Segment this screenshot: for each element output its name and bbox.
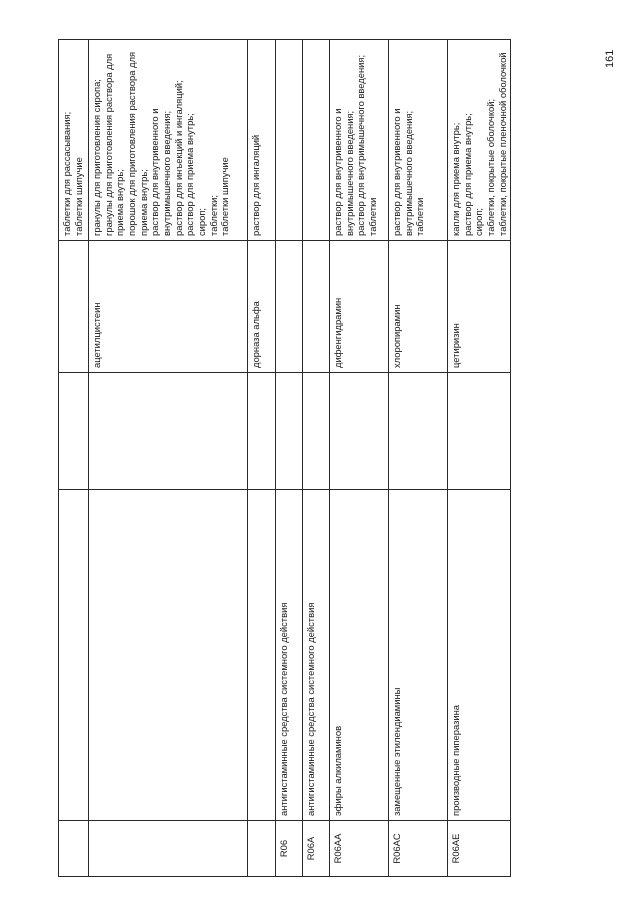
atc-group-cell: антигистаминные средства системного действия bbox=[276, 490, 303, 821]
page-number: 161 bbox=[604, 49, 616, 68]
dosage-forms-cell bbox=[330, 40, 389, 241]
dosage-form-line: раствор для внутривенного и внутримышечного введения; bbox=[332, 108, 355, 236]
atc-group-cell bbox=[59, 490, 89, 821]
dosage-form-line: раствор для внутривенного и внутримышечного введения; bbox=[391, 108, 414, 236]
atc-code-cell: R06AC bbox=[389, 821, 448, 877]
dosage-form-line: таблетки шипучие bbox=[219, 157, 231, 236]
empty-cell bbox=[89, 373, 248, 490]
atc-code-cell bbox=[248, 821, 276, 877]
table-row bbox=[448, 40, 511, 877]
dosage-form-line: сироп; bbox=[473, 207, 485, 236]
atc-code-cell: R06A bbox=[303, 821, 330, 877]
dosage-forms-cell bbox=[303, 40, 330, 241]
empty-cell bbox=[389, 373, 448, 490]
dosage-form-line: таблетки; bbox=[207, 195, 219, 236]
dosage-form-line: раствор для ингаляций bbox=[250, 134, 261, 236]
atc-code-cell: R06 bbox=[276, 821, 303, 877]
dosage-form-line: раствор для приема внутрь; bbox=[184, 113, 196, 236]
atc-code-cell: R06AE bbox=[448, 821, 511, 877]
inn-cell: цетиризин bbox=[448, 241, 511, 373]
table-row bbox=[276, 40, 303, 877]
empty-cell bbox=[303, 373, 330, 490]
table-row bbox=[89, 40, 248, 877]
dosage-form-line: таблетки bbox=[414, 197, 426, 236]
inn-cell bbox=[276, 241, 303, 373]
empty-cell bbox=[276, 373, 303, 490]
atc-code-cell: R06AA bbox=[330, 821, 389, 877]
dosage-form-line: таблетки шипучие bbox=[72, 157, 84, 236]
inn-cell bbox=[303, 241, 330, 373]
table-row bbox=[330, 40, 389, 877]
dosage-form-line: порошок для приготовления раствора для приема внутрь; bbox=[125, 51, 149, 236]
dosage-form-line: таблетки bbox=[366, 197, 378, 236]
drug-table bbox=[58, 39, 511, 877]
table-row bbox=[59, 40, 89, 877]
dosage-form-line: сироп; bbox=[195, 207, 207, 236]
dosage-forms-cell bbox=[89, 40, 248, 241]
dosage-form-line: таблетки для рассасывания; bbox=[61, 111, 72, 236]
dosage-form-line: таблетки, покрытые оболочкой; bbox=[484, 98, 496, 236]
empty-cell bbox=[448, 373, 511, 490]
inn-cell: ацетилцистеин bbox=[89, 241, 248, 373]
dosage-form-line: капли для приема внутрь; bbox=[450, 122, 461, 236]
dosage-forms-cell bbox=[448, 40, 511, 241]
empty-cell bbox=[248, 373, 276, 490]
atc-code-cell bbox=[59, 821, 89, 877]
empty-cell bbox=[59, 373, 89, 490]
atc-group-cell: замещенные этилендиамины bbox=[389, 490, 448, 821]
dosage-form-line: гранулы для приготовления сиропа; bbox=[91, 79, 102, 236]
table-body bbox=[59, 40, 511, 877]
atc-code-cell bbox=[89, 821, 248, 877]
inn-cell bbox=[59, 241, 89, 373]
dosage-form-line: раствор для внутривенного и внутримышечного введения; bbox=[149, 108, 172, 236]
dosage-form-line: раствор для внутримышечного введения; bbox=[355, 54, 367, 236]
inn-cell: хлоропирамин bbox=[389, 241, 448, 373]
dosage-form-line: раствор для приема внутрь; bbox=[461, 113, 473, 236]
dosage-forms-cell bbox=[276, 40, 303, 241]
inn-cell: дифенгидрамин bbox=[330, 241, 389, 373]
empty-cell bbox=[330, 373, 389, 490]
atc-group-cell bbox=[89, 490, 248, 821]
dosage-forms-cell bbox=[248, 40, 276, 241]
dosage-form-line: гранулы для приготовления раствора для приема внутрь; bbox=[102, 53, 126, 236]
dosage-forms-cell bbox=[389, 40, 448, 241]
atc-group-cell: производные пиперазина bbox=[448, 490, 511, 821]
dosage-form-line: раствор для инъекций и ингаляций; bbox=[172, 80, 184, 236]
atc-group-cell: эфиры алкиламинов bbox=[330, 490, 389, 821]
dosage-form-line: таблетки, покрытые пленочной оболочкой bbox=[496, 52, 508, 236]
table-row bbox=[389, 40, 448, 877]
table-row bbox=[248, 40, 276, 877]
dosage-forms-cell bbox=[59, 40, 89, 241]
table-row bbox=[303, 40, 330, 877]
inn-cell: дорназа альфа bbox=[248, 241, 276, 373]
atc-group-cell: антигистаминные средства системного действия bbox=[303, 490, 330, 821]
atc-group-cell bbox=[248, 490, 276, 821]
